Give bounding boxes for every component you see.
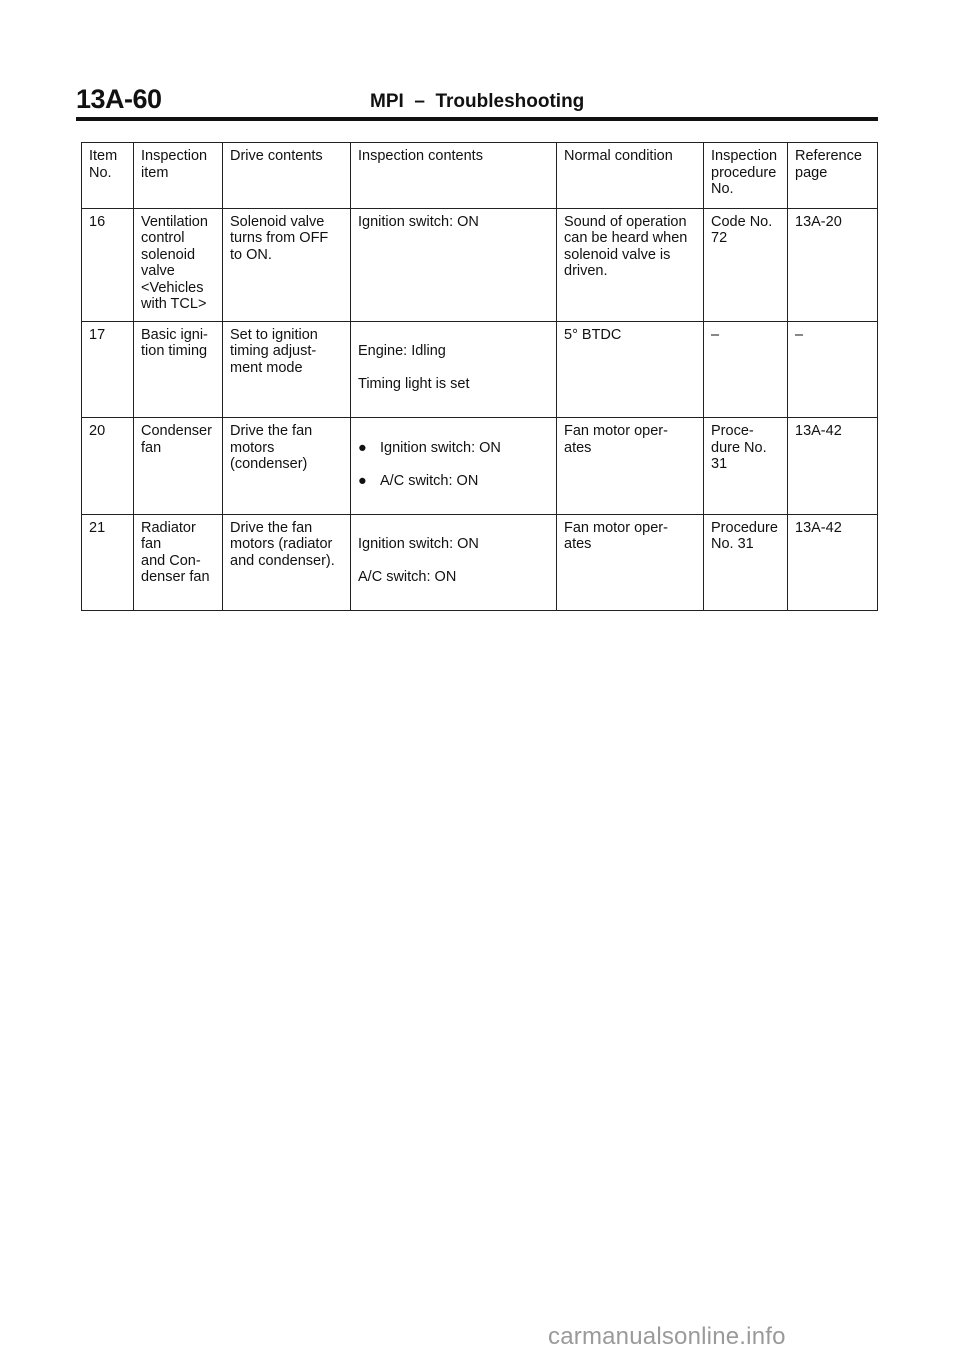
- item-no-cell: 17: [82, 321, 134, 418]
- procedure-no-cell: Procedure No. 31: [704, 514, 788, 611]
- page-number: 13A-60: [76, 84, 162, 114]
- inspection-contents-cell: [351, 514, 557, 611]
- drive-contents-cell: Solenoid valve turns from OFF to ON.: [223, 208, 351, 321]
- drive-contents-cell: Drive the fan motors (radiator and condenser).: [223, 514, 351, 611]
- inspection-line: ● Ignition switch: ON: [358, 439, 501, 456]
- table-header-row: [82, 143, 878, 209]
- reference-page-cell: 13A-20: [788, 208, 878, 321]
- bullet-icon: ●: [358, 472, 367, 489]
- item-no-cell: 16: [82, 208, 134, 321]
- table-row: [82, 514, 878, 611]
- section-title: MPI – Troubleshooting: [370, 91, 585, 112]
- normal-condition-cell: Fan motor oper- ates: [557, 418, 704, 515]
- drive-contents-cell: Drive the fan motors (condenser): [223, 418, 351, 515]
- column-header: Inspection item: [134, 143, 223, 209]
- item-no-cell: 20: [82, 418, 134, 515]
- table-row: [82, 321, 878, 418]
- column-header: Normal condition: [557, 143, 704, 209]
- column-header: Item No.: [82, 143, 134, 209]
- normal-condition-cell: 5° BTDC: [557, 321, 704, 418]
- inspection-item-cell: Radiator fan and Con- denser fan: [134, 514, 223, 611]
- column-header: Inspection procedure No.: [704, 143, 788, 209]
- reference-page-cell: 13A-42: [788, 418, 878, 515]
- header-rule: [76, 117, 878, 121]
- column-header: Drive contents: [223, 143, 351, 209]
- procedure-no-cell: –: [704, 321, 788, 418]
- table-row: [82, 208, 878, 321]
- bullet-icon: ●: [358, 439, 367, 456]
- troubleshooting-table: [81, 142, 878, 611]
- inspection-item-cell: Ventilation control solenoid valve <Vehicles with TCL>: [134, 208, 223, 321]
- inspection-line: A/C switch: ON: [358, 569, 457, 585]
- reference-page-cell: –: [788, 321, 878, 418]
- normal-condition-cell: Sound of operation can be heard when solenoid valve is driven.: [557, 208, 704, 321]
- reference-page-cell: 13A-42: [788, 514, 878, 611]
- drive-contents-cell: Set to ignition timing adjust- ment mode: [223, 321, 351, 418]
- column-header: Inspection contents: [351, 143, 557, 209]
- procedure-no-cell: Code No. 72: [704, 208, 788, 321]
- inspection-contents-cell: [351, 321, 557, 418]
- inspection-line: Timing light is set: [358, 376, 470, 392]
- inspection-item-cell: Basic igni- tion timing: [134, 321, 223, 418]
- watermark-text: carmanualsonline.info: [548, 1323, 786, 1350]
- normal-condition-cell: Fan motor oper- ates: [557, 514, 704, 611]
- inspection-line: Ignition switch: ON: [358, 536, 479, 552]
- inspection-line: Ignition switch: ON: [358, 213, 479, 230]
- inspection-contents-cell: [351, 418, 557, 515]
- table-row: [82, 418, 878, 515]
- procedure-no-cell: Proce- dure No. 31: [704, 418, 788, 515]
- inspection-contents-cell: [351, 208, 557, 321]
- inspection-item-cell: Condenser fan: [134, 418, 223, 515]
- inspection-line: ● A/C switch: ON: [358, 472, 479, 489]
- inspection-line: Engine: Idling: [358, 343, 446, 359]
- item-no-cell: 21: [82, 514, 134, 611]
- column-header: Reference page: [788, 143, 878, 209]
